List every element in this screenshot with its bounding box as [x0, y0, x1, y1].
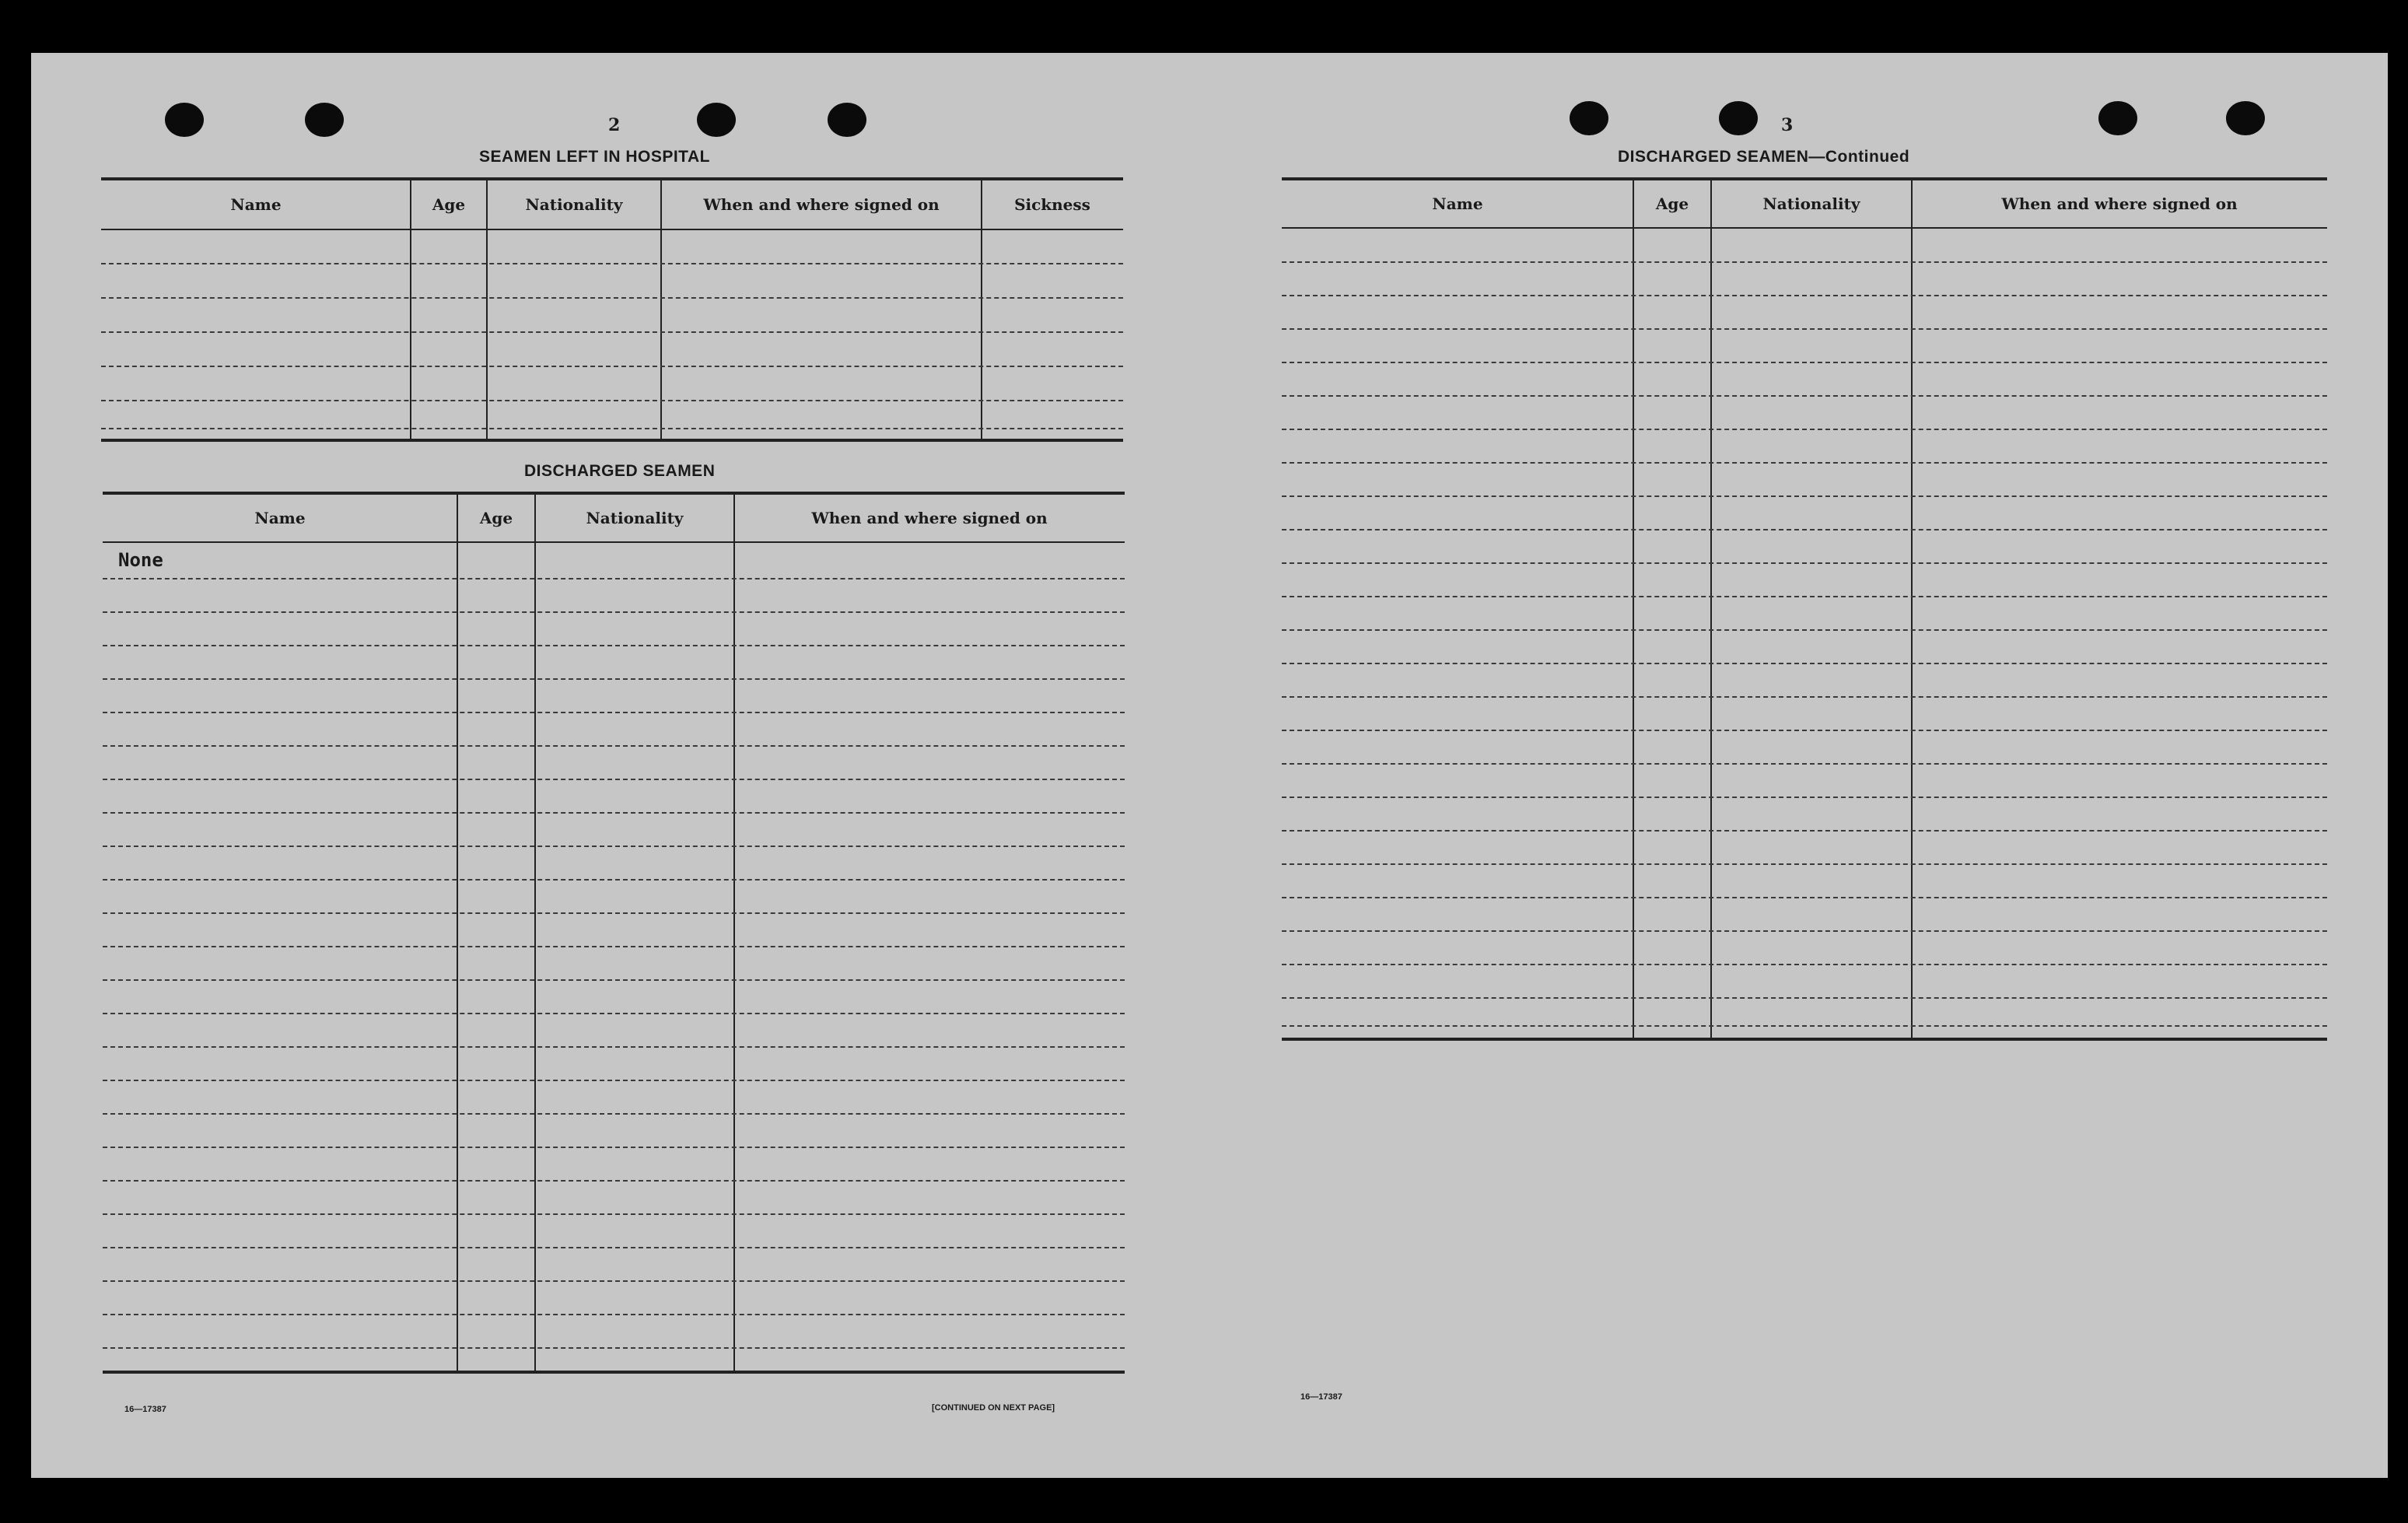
- entry-line: [103, 879, 1125, 881]
- entry-line: [1282, 897, 2327, 898]
- entry-line: [1282, 997, 2327, 999]
- punch-hole: [2098, 101, 2137, 135]
- entry-line: [1282, 462, 2327, 464]
- hospital-table: [101, 177, 1123, 442]
- continued-note: [CONTINUED ON NEXT PAGE]: [932, 1403, 1055, 1413]
- entry-line: [103, 678, 1125, 680]
- entry-line: [1282, 930, 2327, 932]
- form-code-right: 16—17387: [1300, 1392, 1342, 1402]
- column-header-age: Age: [479, 509, 513, 527]
- entry-line: [103, 1314, 1125, 1315]
- entry-line: [1282, 629, 2327, 631]
- entry-line: [101, 366, 1123, 367]
- entry-line: [103, 946, 1125, 947]
- entry-line: [103, 1247, 1125, 1248]
- column-header-nationality: Nationality: [586, 509, 684, 527]
- punch-hole: [2226, 101, 2265, 135]
- entry-line: [103, 1013, 1125, 1014]
- document-sheet: [31, 53, 2388, 1478]
- entry-line: [103, 1080, 1125, 1081]
- entry-line: [1282, 562, 2327, 564]
- punch-hole: [697, 103, 736, 137]
- discharged-entry-name: None: [118, 549, 163, 571]
- hospital-section-title: SEAMEN LEFT IN HOSPITAL: [479, 148, 710, 166]
- discharged-continued-table: [1282, 177, 2327, 1041]
- entry-line: [1282, 395, 2327, 397]
- entry-line: [1282, 696, 2327, 698]
- column-header-age: Age: [432, 195, 466, 214]
- column-divider: [534, 495, 536, 1371]
- discharged-section-title: DISCHARGED SEAMEN: [524, 462, 716, 480]
- entry-line: [103, 1180, 1125, 1182]
- column-header-nationality: Nationality: [525, 195, 623, 214]
- column-divider: [1710, 180, 1712, 1038]
- column-divider: [457, 495, 458, 1371]
- entry-line: [1282, 964, 2327, 965]
- punch-hole: [1570, 101, 1608, 135]
- column-header-signed-on: When and where signed on: [703, 195, 940, 214]
- entry-line: [103, 812, 1125, 814]
- entry-line: [101, 297, 1123, 299]
- entry-line: [1282, 596, 2327, 597]
- punch-hole: [165, 103, 204, 137]
- column-header-name: Name: [1432, 194, 1483, 213]
- entry-line: [1282, 863, 2327, 865]
- entry-line: [103, 745, 1125, 747]
- entry-line: [103, 846, 1125, 847]
- entry-line: [103, 979, 1125, 981]
- entry-line: [103, 1213, 1125, 1215]
- entry-line: [103, 645, 1125, 646]
- column-header-nationality: Nationality: [1762, 194, 1860, 213]
- entry-line: [103, 779, 1125, 780]
- entry-line: [1282, 830, 2327, 832]
- entry-line: [1282, 295, 2327, 296]
- column-divider: [1911, 180, 1913, 1038]
- entry-line: [1282, 362, 2327, 363]
- entry-line: [1282, 429, 2327, 430]
- entry-line: [103, 1046, 1125, 1048]
- page-number-right: 3: [1781, 115, 1794, 135]
- punch-hole: [305, 103, 344, 137]
- column-divider: [1633, 180, 1634, 1038]
- hospital-table-header: [101, 180, 1123, 230]
- discharged-continued-title: DISCHARGED SEAMEN—Continued: [1618, 148, 1910, 166]
- punch-hole: [828, 103, 866, 137]
- entry-line: [103, 611, 1125, 613]
- entry-line: [103, 912, 1125, 914]
- entry-line: [1282, 663, 2327, 664]
- discharged-continued-header: [1282, 180, 2327, 229]
- entry-line: [1282, 763, 2327, 765]
- punch-hole: [1719, 101, 1758, 135]
- entry-line: [103, 578, 1125, 579]
- entry-line: [1282, 1025, 2327, 1027]
- column-header-signed-on: When and where signed on: [2001, 194, 2238, 213]
- entry-line: [101, 263, 1123, 264]
- column-header-age: Age: [1655, 194, 1689, 213]
- discharged-table-header: [103, 495, 1125, 543]
- column-header-name: Name: [230, 195, 282, 214]
- entry-line: [103, 712, 1125, 713]
- entry-line: [103, 1147, 1125, 1148]
- entry-line: [1282, 797, 2327, 798]
- discharged-table: [103, 492, 1125, 1374]
- column-header-signed-on: When and where signed on: [811, 509, 1048, 527]
- entry-line: [103, 1113, 1125, 1115]
- entry-line: [1282, 261, 2327, 263]
- entry-line: [103, 1280, 1125, 1282]
- entry-line: [103, 1347, 1125, 1349]
- entry-line: [101, 331, 1123, 333]
- column-header-name: Name: [254, 509, 306, 527]
- entry-line: [101, 428, 1123, 429]
- page-number-left: 2: [608, 115, 621, 135]
- entry-line: [1282, 495, 2327, 497]
- entry-line: [1282, 328, 2327, 330]
- form-code-left: 16—17387: [124, 1405, 166, 1414]
- entry-line: [1282, 730, 2327, 731]
- entry-line: [101, 400, 1123, 401]
- column-header-sickness: Sickness: [1014, 195, 1090, 214]
- entry-line: [1282, 529, 2327, 530]
- column-divider: [733, 495, 735, 1371]
